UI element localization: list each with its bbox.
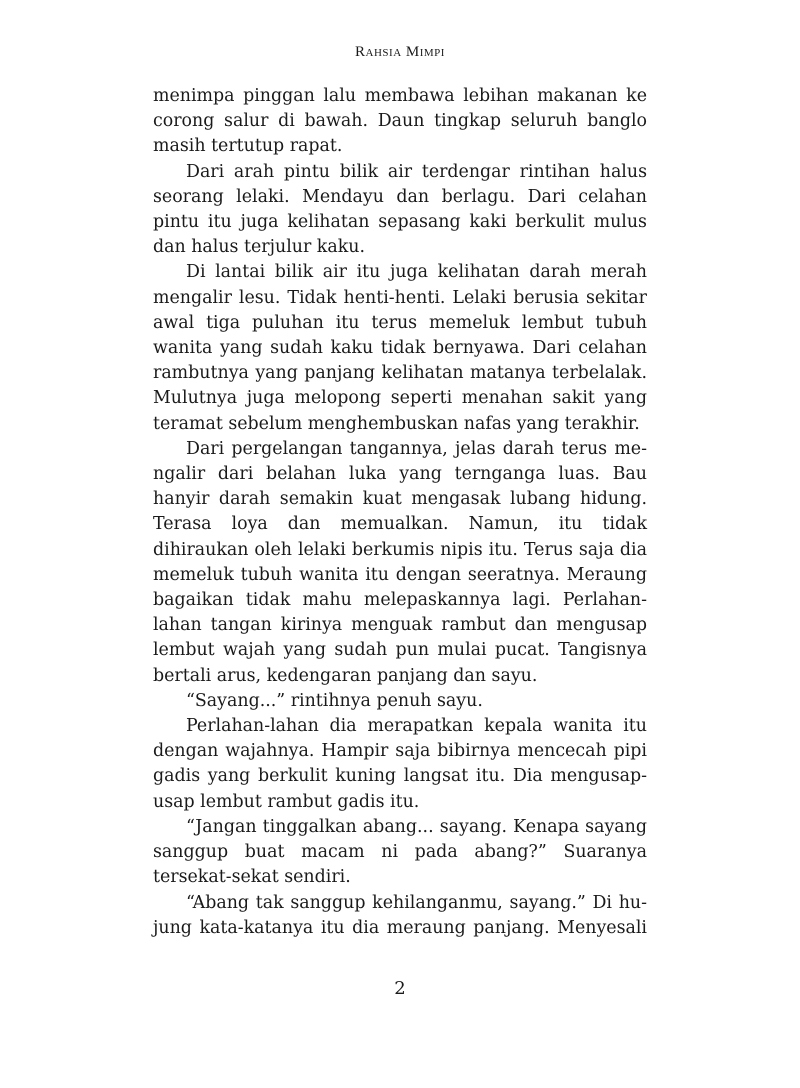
paragraph: Dari pergelangan tangannya, jelas darah terus mengalir dari belahan luka yang ternganga luas. Bau hanyir darah semakin kuat mengasak lubang hidung. Terasa loya dan memualkan. Namun, itu tidak dihiraukan oleh lelaki berkumis nipis itu. Terus saja dia memeluk tubuh wanita itu dengan seeratnya. Meraung bagaikan tidak mahu melepaskannya lagi. Perlahan-lahan tangan kirinya menguak rambut dan mengusap lembut wajah yang sudah pun mulai pucat. Tangisnya bertali arus, kedengaran panjang dan sayu. bbox=[153, 438, 647, 686]
page-number: 2 bbox=[394, 978, 406, 999]
paragraph: “Sayang...” rintihnya penuh sayu. bbox=[186, 690, 483, 711]
paragraph: menimpa pinggan lalu membawa lebihan makanan ke corong salur di bawah. Daun tingkap seluruh banglo masih tertutup rapat. bbox=[153, 86, 647, 157]
paragraph: Di lantai bilik air itu juga kelihatan darah merah mengalir lesu. Tidak henti-henti. Lelaki berusia sekitar awal tiga puluhan itu terus memeluk lembut tubuh wanita yang sudah kaku tidak bernyawa. Dari celahan rambutnya yang panjang kelihatan matanya terbelalak. Mulutnya juga melopong seperti menahan sakit yang teramat sebelum menghembuskan nafas yang terakhir. bbox=[153, 262, 647, 434]
running-head: Rahsia Mimpi bbox=[355, 44, 445, 60]
page-body bbox=[153, 84, 647, 941]
paragraph: Dari arah pintu bilik air terdengar rintihan halus seorang lelaki. Mendayu dan berlagu. Dari celahan pintu itu juga kelihatan sepasang kaki berkulit mulus dan halus terjulur kaku. bbox=[153, 161, 647, 258]
paragraph: “Jangan tinggalkan abang... sayang. Kenapa sayang sanggup buat macam ni pada abang?” Suaranya tersekat-sekat sendiri. bbox=[153, 816, 647, 888]
paragraph: “Abang tak sanggup kehilanganmu, sayang.” Di hujung kata-katanya itu dia meraung panjang. Menyesali bbox=[153, 892, 647, 938]
paragraph: Perlahan-lahan dia merapatkan kepala wanita itu dengan wajahnya. Hampir saja bibirnya mencecah pipi gadis yang berkulit kuning langsat itu. Dia mengusap-usap lembut rambut gadis itu. bbox=[153, 716, 647, 812]
